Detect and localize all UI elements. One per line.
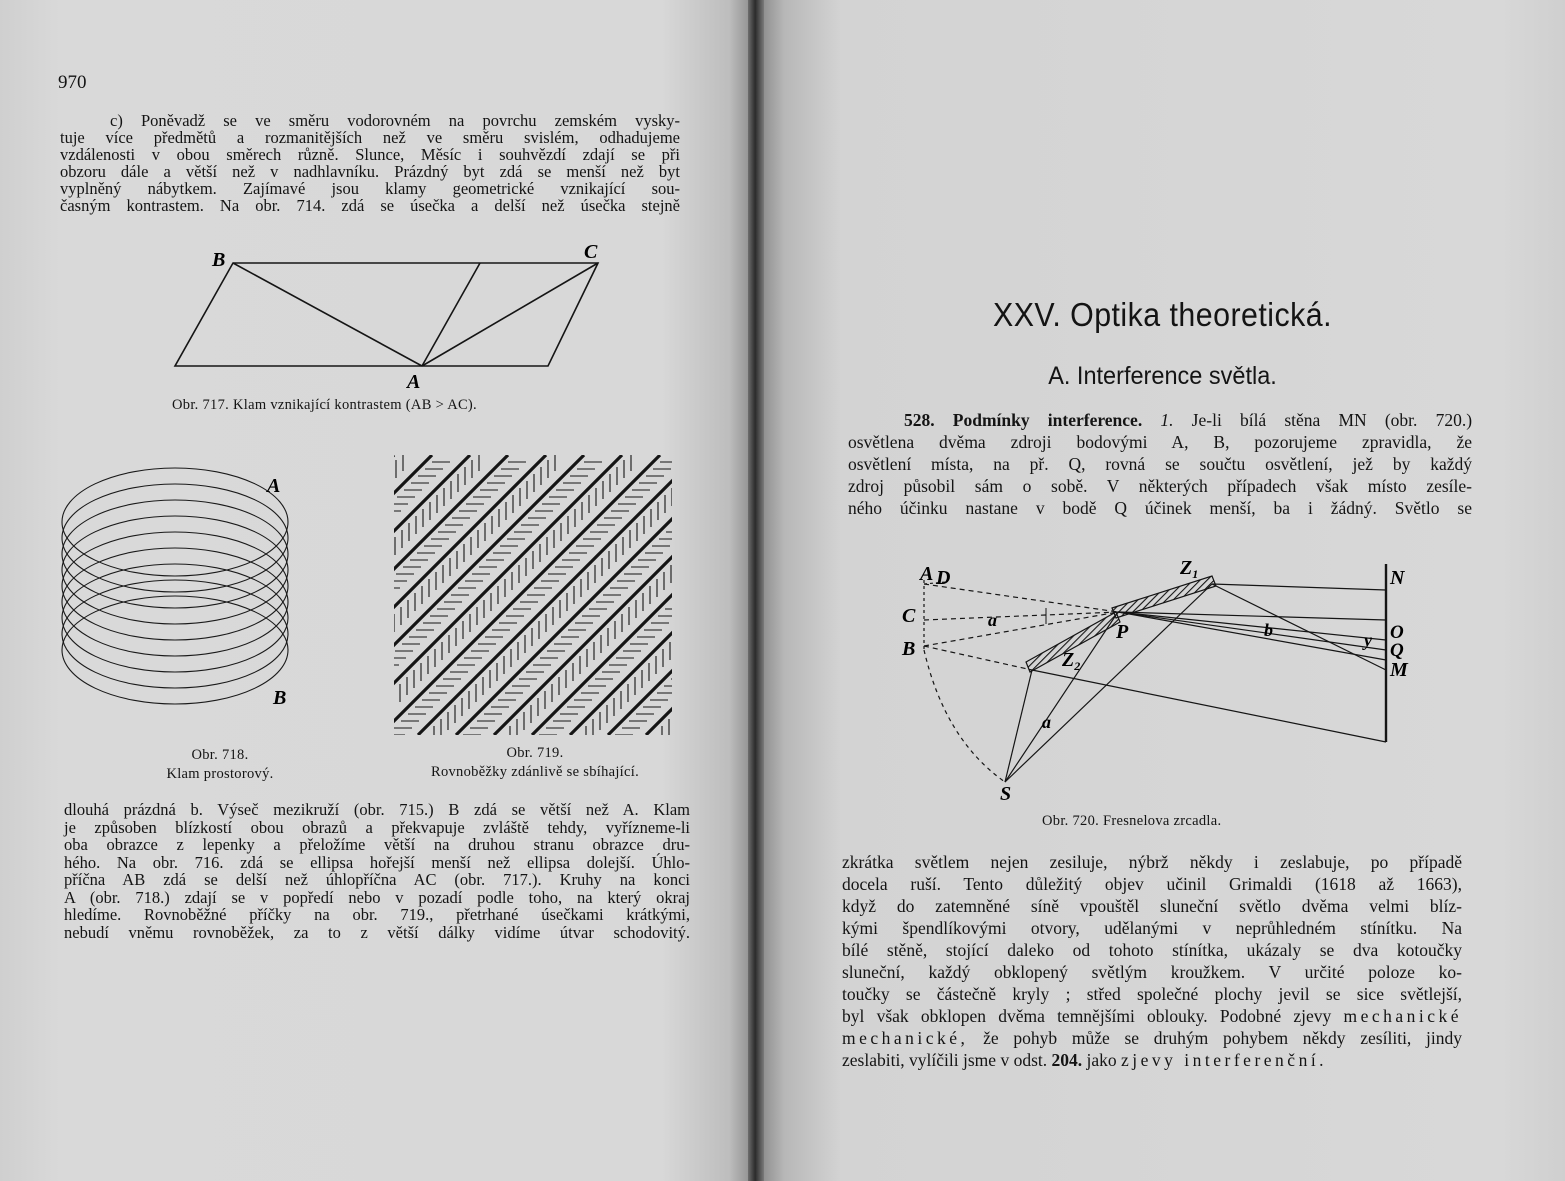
- line-mid: jako: [1086, 1050, 1117, 1070]
- line-start: zeslabiti, vylíčili jsme v odst.: [842, 1050, 1048, 1070]
- label-a: A: [407, 371, 421, 393]
- caption-line: Obr. 719.: [506, 745, 564, 761]
- text-line: [842, 873, 1462, 895]
- line-rest: že pohyb může se druhým pohybem někdy zesíliti, jindy: [983, 1028, 1462, 1048]
- text-line: když do zatemněné síně vpouštěl sluneční světlo dvěma velmi blíz-: [842, 896, 1462, 916]
- text-line: zdroj působil sám o sobě. V některých případech však místo zesíle-: [848, 476, 1472, 496]
- section-number: 528.: [904, 410, 935, 430]
- figure-718: [55, 460, 305, 720]
- caption-line: Klam prostorový.: [166, 766, 274, 782]
- text-line: kými špendlíkovými otvory, udělanými v neprůhledném stínítku. Na: [842, 918, 1462, 938]
- text-line: tuje více předmětů a rozmanitějších než ve směru svislém, odhadujeme: [60, 128, 680, 147]
- text-line: zkrátka světlem nejen zesiluje, nýbrž někdy i zeslabuje, po případě: [842, 852, 1462, 872]
- label-c: C: [902, 605, 916, 627]
- label-p: P: [1116, 621, 1129, 643]
- figure-720: [890, 550, 1450, 810]
- text-line: časným kontrastem. Na obr. 714. zdá se úsečka a delší než úsečka stejně: [60, 196, 680, 215]
- text-line: [842, 1005, 1462, 1027]
- caption-line: Obr. 718.: [191, 747, 249, 763]
- caption-719: [380, 744, 690, 782]
- section-reference: 204.: [1051, 1050, 1083, 1070]
- text-line: hého. Na obr. 716. zdá se ellipsa hořejší menší než ellipsa dolejší. Úhlo-: [64, 852, 690, 872]
- item-number: 1.: [1160, 410, 1174, 430]
- body-paragraph: [64, 801, 690, 941]
- page-number: 970: [58, 72, 87, 93]
- chapter-title: XXV. Optika theoretická.: [992, 296, 1332, 333]
- caption-717: Obr. 717. Klam vznikající kontrastem (AB > AC).: [172, 397, 477, 413]
- text-line: je způsoben blízkostí obou obrazů a překvapuje zvláště tehdy, vyřízneme-li: [64, 817, 690, 837]
- grimaldi-line: docela ruší. Tento důležitý objev učinil Grimaldi (1618 až 1663),: [842, 874, 1462, 894]
- label-segment-a-top: a: [988, 610, 997, 630]
- text-line: A (obr. 718.) zdají se v popředí nebo v pozadí podle toho, na který okraj: [64, 887, 690, 907]
- text-line: bílé stěně, stojící daleko od tohoto stínítka, ukázaly se dva kotoučky: [842, 940, 1462, 960]
- label-segment-a-bottom: a: [1042, 712, 1051, 732]
- figure-717: [160, 236, 620, 396]
- text-line: sluneční, každý obklopený světlým kroužkem. V určité poloze ko-: [842, 962, 1462, 982]
- text-line: oba obrazce z lepenky a přeložíme větší na druhou stranu obrazce dru-: [64, 835, 690, 854]
- text-line: [848, 409, 1472, 431]
- label-d: D: [936, 567, 951, 589]
- grimaldi-paragraph: [842, 851, 1462, 1071]
- label-b: B: [273, 687, 287, 709]
- text-line: nebudí vněmu rovnoběžek, za to z větší dálky vidíme útvar schodovitý.: [64, 922, 690, 942]
- label-b: B: [212, 249, 226, 271]
- label-m: M: [1390, 659, 1408, 681]
- label-b: B: [902, 638, 916, 660]
- text-line: vzdálenosti v obou směrech různě. Slunce, Měsíc i souhvězdí zdají se při: [60, 145, 680, 164]
- text-line: ného účinku nastane v bodě Q účinek menší, ba i žádný. Světlo se: [848, 498, 1472, 518]
- caption-line: Rovnoběžky zdánlivě se sbíhající.: [430, 764, 639, 780]
- caption-718: [120, 746, 320, 784]
- section-528-paragraph: [848, 409, 1472, 519]
- book-gutter: [748, 0, 764, 1181]
- text-line: osvětlení místa, na př. Q, rovná se součtu osvětlení, jež by každý: [848, 454, 1472, 474]
- diagonal-line: [394, 455, 546, 735]
- text-line: příčna AB zdá se delší než úhlopříčna AC (obr. 717.). Kruhy na konci: [64, 870, 690, 889]
- text-line: dlouhá prázdná b. Výseč mezikruží (obr. 715.) B zdá se větší než A. Klam: [64, 800, 690, 819]
- label-a: A: [920, 563, 934, 585]
- intro-paragraph: [60, 112, 680, 214]
- label-z1: $Z_1$: [1180, 557, 1199, 581]
- label-q: Q: [1390, 640, 1404, 661]
- text-line: toučky se částečně kryly ; střed společné plochy jevil se sice světlejší,: [842, 984, 1462, 1004]
- figure-719: [394, 455, 672, 735]
- label-o: O: [1390, 622, 1404, 643]
- spaced-word: mechanické,: [842, 1028, 969, 1048]
- label-y: y: [1364, 630, 1372, 650]
- label-s: S: [1000, 783, 1012, 805]
- label-n: N: [1390, 567, 1405, 589]
- spaced-word: mechanické: [1343, 1006, 1463, 1026]
- text-line: vyplněný nábytkem. Zajímavé jsou klamy geometrické vznikající sou-: [60, 179, 680, 198]
- label-z2: $Z_2$: [1062, 649, 1081, 673]
- line-start: byl však obklopen dvěma temnějšími oblouky. Podobné zjevy: [842, 1006, 1332, 1026]
- label-a: A: [267, 475, 281, 497]
- spaced-phrase: zjevy interferenční.: [1121, 1050, 1328, 1070]
- text-line: [842, 1049, 1462, 1071]
- caption-720: Obr. 720. Fresnelova zrcadla.: [1042, 813, 1222, 829]
- text-line: hledíme. Rovnoběžné příčky na obr. 719., přetrhané úsečkami krátkými,: [64, 905, 690, 924]
- text-line: obzoru dále a větší než v nadhlavníku. Prázdný byt zdá se menší než byt: [60, 162, 680, 181]
- section-heading: Podmínky interference.: [952, 410, 1143, 430]
- text-line: [842, 1027, 1462, 1049]
- label-segment-b: b: [1264, 620, 1273, 640]
- section-title: A. Interference světla.: [1048, 362, 1277, 390]
- text-line: osvětlena dvěma zdroji bodovými A, B, pozorujeme zpravidla, že: [848, 432, 1472, 452]
- label-c: C: [584, 241, 598, 263]
- text-line: c) Poněvadž se ve směru vodorovném na povrchu zemském vysky-: [110, 111, 680, 130]
- line-rest: Je-li bílá stěna MN (obr. 720.): [1191, 410, 1473, 430]
